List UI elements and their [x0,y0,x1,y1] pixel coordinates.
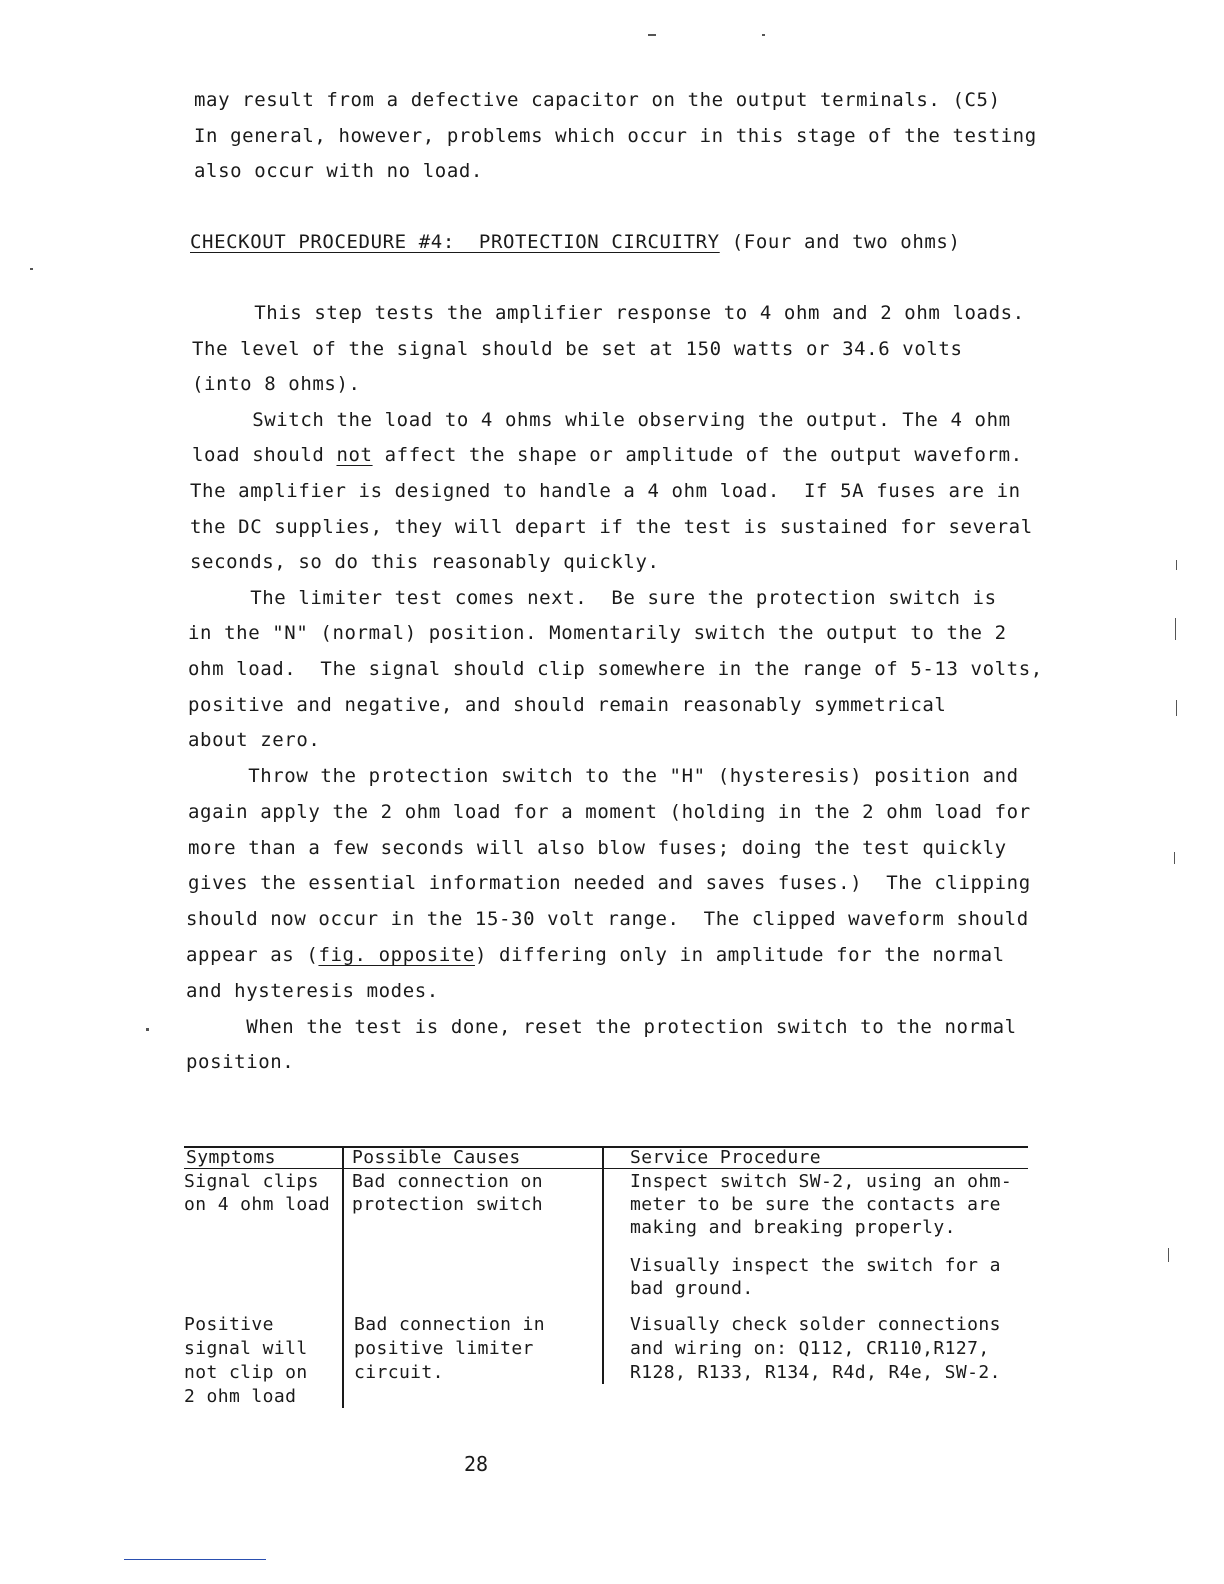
table-header-causes: Possible Causes [352,1147,521,1168]
scan-mark [1174,852,1175,864]
table-column-rule-1 [342,1146,344,1408]
intro-line-2: In general, however, problems which occur in this stage of the testing [194,125,1037,147]
table-row-1-symptom-line-1: Signal clips [184,1171,319,1192]
section-heading [190,230,961,254]
p4-line-6-a: appear as ( [186,944,319,966]
section-heading-title: CHECKOUT PROCEDURE #4: PROTECTION CIRCUITRY [190,231,720,253]
table-row-2-symptom-line-3: not clip on [184,1362,308,1383]
p3-line-3: ohm load. The signal should clip somewhere in the range of 5-13 volts, [188,658,1043,680]
scan-mark [1168,1248,1169,1262]
p2-line-3: The amplifier is designed to handle a 4 ohm load. If 5A fuses are in [190,480,1021,502]
table-header-symptoms: Symptoms [186,1147,276,1168]
scan-mark [762,34,765,36]
section-heading-subtitle: (Four and two ohms) [719,231,961,253]
intro-line-1: may result from a defective capacitor on the output terminals. (C5) [194,89,1001,111]
intro-line-3: also occur with no load. [194,160,483,182]
table-header-rule [184,1168,1028,1169]
table-row-1-procedure-line-2: meter to be sure the contacts are [630,1194,1001,1215]
p4-line-7: and hysteresis modes. [186,980,439,1002]
p1-line-3: (into 8 ohms). [192,373,361,395]
table-row-1-procedure-line-5: Visually inspect the switch for a [630,1255,1001,1276]
p2-line-2-emphasis: not [336,444,373,466]
p1-line-2: The level of the signal should be set at 150 watts or 34.6 volts [192,338,963,360]
p3-line-1: The limiter test comes next. Be sure the protection switch is [190,587,997,609]
p2-line-4: the DC supplies, they will depart if the test is sustained for several [190,516,1033,538]
p4-line-5: should now occur in the 15-30 volt range. The clipped waveform should [186,908,1029,930]
table-row-2-cause-line-1: Bad connection in [354,1314,546,1335]
p3-line-2: in the "N" (normal) position. Momentarily switch the output to the 2 [188,622,1007,644]
table-row-1-procedure-line-1: Inspect switch SW-2, using an ohm- [630,1171,1013,1192]
table-header-procedure: Service Procedure [630,1147,822,1168]
scan-mark [648,34,656,36]
table-row-1-symptom-line-2: on 4 ohm load [184,1194,331,1215]
table-row-1-procedure-line-3: making and breaking properly. [630,1217,956,1238]
table-row-2-symptom-line-1: Positive [184,1314,274,1335]
p4-line-6-b: ) differing only in amplitude for the normal [474,944,1005,966]
table-row-1-procedure-line-6: bad ground. [630,1278,754,1299]
table-row-2-symptom-line-2: signal will [184,1338,308,1359]
p4-line-3: more than a few seconds will also blow fuses; doing the test quickly [188,837,1007,859]
table-row-2-procedure-line-2: and wiring on: Q112, CR110,R127, [630,1338,990,1359]
table-row-2-symptom-line-4: 2 ohm load [184,1386,297,1407]
page-number: 28 [464,1452,489,1476]
scan-mark [30,268,33,270]
table-row-2-cause-line-2: positive limiter [354,1338,534,1359]
scan-mark [1176,700,1177,716]
p2-line-2-b: affect the shape or amplitude of the output waveform. [372,444,1023,466]
p4-line-1: Throw the protection switch to the "H" (hysteresis) position and [188,765,1019,787]
table-row-2-procedure-line-1: Visually check solder connections [630,1314,1001,1335]
scan-mark [1176,560,1177,570]
table-row-1-cause-line-1: Bad connection on [352,1171,544,1192]
table-column-rule-2 [602,1146,604,1384]
p5-line-1: When the test is done, reset the protection switch to the normal [186,1016,1017,1038]
p2-line-2 [192,443,1023,467]
table-row-2-cause-line-3: circuit. [354,1362,444,1383]
p3-line-4: positive and negative, and should remain reasonably symmetrical [188,694,947,716]
table-row-2-procedure-line-3: R128, R133, R134, R4d, R4e, SW-2. [630,1362,1001,1383]
p2-line-2-a: load should [192,444,337,466]
p1-line-1: This step tests the amplifier response to 4 ohm and 2 ohm loads. [194,302,1025,324]
footer-rule [124,1559,266,1560]
figure-reference: fig. opposite [318,944,475,966]
p5-line-2: position. [186,1051,295,1073]
p3-line-5: about zero. [188,729,321,751]
p4-line-4: gives the essential information needed and saves fuses.) The clipping [188,872,1031,894]
p2-line-1: Switch the load to 4 ohms while observing the output. The 4 ohm [192,409,1011,431]
table-row-1-cause-line-2: protection switch [352,1194,544,1215]
scan-mark [146,1028,149,1031]
p2-line-5: seconds, so do this reasonably quickly. [190,551,660,573]
table-top-rule [184,1146,1028,1148]
scan-mark [1175,618,1176,640]
p4-line-2: again apply the 2 ohm load for a moment (holding in the 2 ohm load for [188,801,1031,823]
p4-line-6 [186,943,1005,967]
